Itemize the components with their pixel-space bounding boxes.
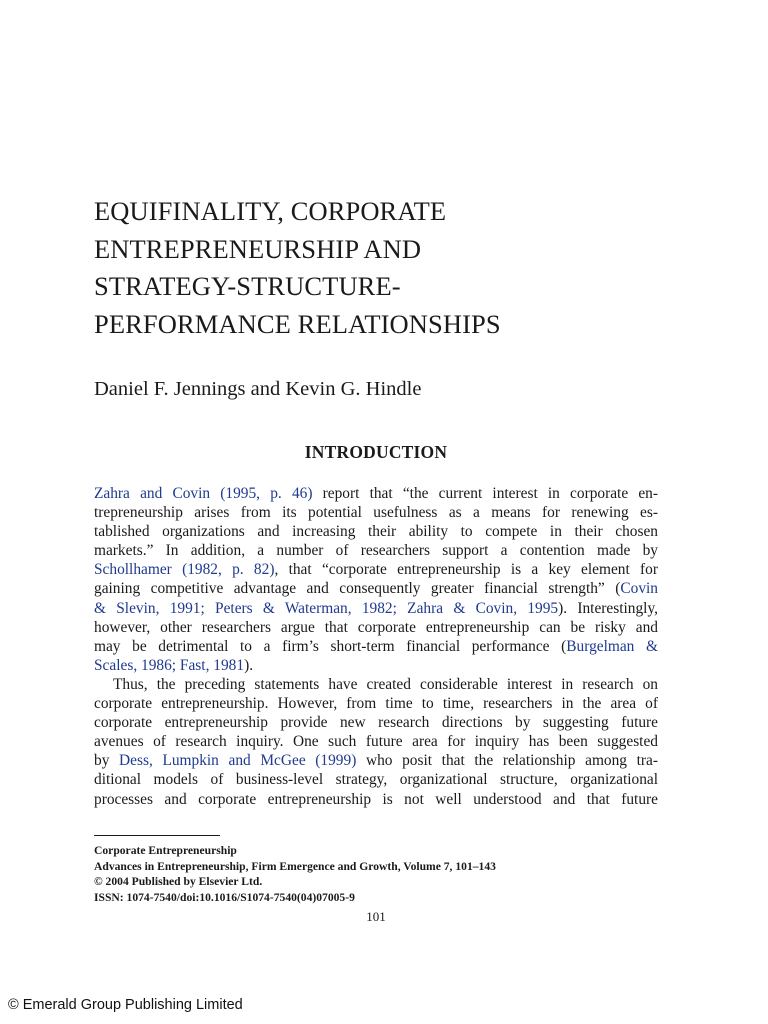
text-segment: processes and corporate entrepreneurship is not well understood and that future xyxy=(94,790,658,808)
text-line xyxy=(94,675,658,694)
text-segment: gaining competitive advantage and consequently greater financial strength” ( xyxy=(94,580,621,598)
footnote xyxy=(94,843,496,905)
text-segment: who posit that the relationship among tra- xyxy=(356,752,658,770)
text-line xyxy=(94,522,658,541)
publisher-notice: © Emerald Group Publishing Limited xyxy=(8,997,243,1013)
text-line xyxy=(94,713,658,732)
citation-link[interactable]: Dess, Lumpkin and McGee (1999) xyxy=(119,752,357,770)
text-segment: , that “corporate entrepreneurship is a key element for xyxy=(274,561,658,579)
body-text xyxy=(94,484,658,809)
title-line: ENTREPRENEURSHIP AND xyxy=(94,233,422,264)
text-line xyxy=(94,637,658,656)
footnote-line: © 2004 Published by Elsevier Ltd. xyxy=(94,875,263,889)
paragraph xyxy=(94,675,658,809)
section-heading: INTRODUCTION xyxy=(304,442,448,462)
text-line xyxy=(94,599,658,618)
text-segment: however, other researchers argue that corporate entrepreneurship can be risky and xyxy=(94,618,658,636)
page-number: 101 xyxy=(366,909,386,924)
title-line: EQUIFINALITY, CORPORATE xyxy=(94,196,447,226)
citation-link[interactable]: Zahra and Covin (1995, p. 46) xyxy=(94,485,313,502)
title-line: STRATEGY-STRUCTURE- xyxy=(94,271,401,301)
text-segment: ). xyxy=(244,656,254,674)
title-line: PERFORMANCE RELATIONSHIPS xyxy=(94,308,501,339)
footnote-line: Corporate Entrepreneurship xyxy=(94,844,237,857)
text-segment: tablished organizations and increasing their ability to compete in their chosen xyxy=(94,523,658,541)
text-segment: markets.” In addition, a number of researchers support a contention made by xyxy=(94,542,658,560)
footnote-line: ISSN: 1074-7540/doi:10.1016/S1074-7540(04)07005-9 xyxy=(94,890,355,904)
citation-link[interactable]: Burgelman & xyxy=(566,637,658,655)
author-names: Daniel F. Jennings and Kevin G. Hindle xyxy=(94,378,422,400)
text-line xyxy=(94,541,658,560)
text-segment: avenues of research inquiry. One such future area for inquiry has been suggested xyxy=(94,733,658,751)
text-segment: ). Interestingly, xyxy=(558,599,658,617)
text-line xyxy=(94,560,658,579)
text-segment: by xyxy=(94,752,120,770)
text-segment: report that “the current interest in corporate en- xyxy=(312,485,658,502)
text-line xyxy=(94,618,658,637)
text-segment: ditional models of business-level strategy, organizational structure, organizational xyxy=(94,771,658,789)
text-line xyxy=(94,770,658,789)
text-line xyxy=(94,751,658,770)
citation-link[interactable]: Scales, 1986; Fast, 1981 xyxy=(94,656,245,674)
text-segment: corporate entrepreneurship provide new research directions by suggesting future xyxy=(94,714,658,732)
citation-link[interactable]: Schollhamer (1982, p. 82) xyxy=(94,561,275,579)
paragraph xyxy=(94,484,658,675)
text-segment: trepreneurship arises from its potential usefulness as a means for renewing es- xyxy=(94,504,658,522)
text-segment: may be detrimental to a firm’s short-term financial performance ( xyxy=(94,637,567,655)
text-line xyxy=(94,694,658,713)
chapter-title xyxy=(94,193,694,343)
text-segment: Thus, the preceding statements have created considerable interest in research on xyxy=(113,675,658,693)
text-line xyxy=(94,484,658,503)
text-line xyxy=(94,503,658,522)
text-line xyxy=(94,656,658,675)
citation-link[interactable]: & Slevin, 1991; Peters & Waterman, 1982; Zahra & Covin, 1995 xyxy=(94,599,559,617)
text-line xyxy=(94,790,658,809)
text-segment: corporate entrepreneurship. However, from time to time, researchers in the area of xyxy=(94,695,658,713)
footnote-line: Advances in Entrepreneurship, Firm Emergence and Growth, Volume 7, 101–143 xyxy=(94,859,496,873)
citation-link[interactable]: Covin xyxy=(620,580,658,598)
footnote-divider xyxy=(94,835,220,836)
text-line xyxy=(94,732,658,751)
text-line xyxy=(94,579,658,598)
